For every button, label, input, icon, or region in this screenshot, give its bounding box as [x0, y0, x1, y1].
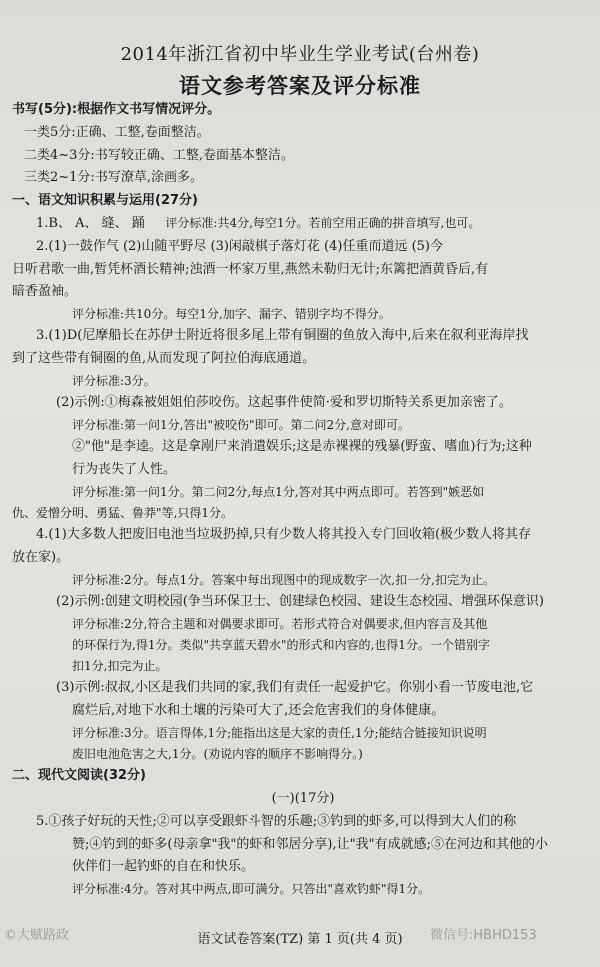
- q3-2-scoring-1: 评分标准:第一问1分,答出"被咬伤"即可。第二问2分,意对即可。: [72, 417, 410, 432]
- q4-3-scoring-line1: 评分标准:3分。语言得体,1分;能指出这是大家的责任,1分;能结合链接知识说明: [72, 725, 487, 740]
- q3-1-answer-line1: 3.(1)D(尼摩船长在苏伊士附近将很多尾上带有铜圈的鱼放入海中,后来在叙利亚海岸找: [36, 328, 529, 344]
- q4-1-scoring: 评分标准:2分。每点1分。答案中每出现图中的现成数字一次,扣一分,扣完为止。: [72, 572, 495, 587]
- q3-1-answer-line2: 到了这些带有铜圈的鱼,从而发现了阿拉伯海底通道。: [12, 351, 316, 367]
- q4-1-answer-line1: 4.(1)大多数人把废旧电池当垃圾扔掉,只有少数人将其投入专门回收箱(极少数人将其存: [36, 527, 532, 543]
- section-2-heading: 二、现代文阅读(32分): [12, 768, 146, 784]
- q3-1-scoring: 评分标准:3分。: [72, 373, 156, 388]
- handwriting-heading: 书写(5分):根据作文书写情况评分。: [12, 102, 221, 117]
- q4-3-scoring-line2: 废旧电池危害之大,1分。(劝说内容的顺序不影响得分。): [72, 747, 363, 762]
- q4-3-answer-line2: 腐烂后,对地下水和土壤的污染可大了,还会危害我们的身体健康。: [72, 703, 445, 719]
- q4-2-scoring-line2: 的环保行为,得1分。类似"共享蓝天碧水"的形式和内容的,也得1分。一个错别字: [72, 637, 490, 652]
- q2-answer-line3: 暗香盈袖。: [12, 284, 78, 300]
- q5-scoring: 评分标准:4分。答对其中两点,即可满分。只答出"喜欢钓虾"得1分。: [72, 882, 431, 897]
- q5-answer-line1: 5.①孩子好玩的天性;②可以享受跟虾斗智的乐趣;③钓到的虾多,可以得到大人们的称: [36, 813, 517, 829]
- section-1-heading: 一、语文知识积累与运用(27分): [12, 193, 198, 209]
- q3-2-answer-2-line1: ②"他"是李逵。这是拿剐尸来消遣娱乐;这是赤裸裸的残暴(野蛮、嗜血)行为;这种: [72, 439, 532, 455]
- q3-2-scoring-2-line2: 仇、爱憎分明、勇猛、鲁莽"等,只得1分。: [12, 505, 233, 520]
- q5-answer-line2: 赞;④钓到的虾多(母亲拿"我"的虾和邻居分享),让"我"有成就感;⑤在河边和其他的小: [72, 836, 548, 852]
- q4-2-scoring-line3: 扣1分,扣完为止。: [72, 659, 168, 674]
- q4-2-scoring-line1: 评分标准:2分,符合主题和对偶要求即可。若形式符合对偶要求,但内容言及其他: [72, 616, 488, 631]
- q4-2-answer: (2)示例:创建文明校园(争当环保卫士、创建绿色校园、建设生态校园、增强环保意识): [56, 593, 544, 609]
- q2-scoring: 评分标准:共10分。每空1分,加字、漏字、错别字均不得分。: [72, 307, 391, 322]
- q1-text: 1.B、 A、 缝、 踊: [36, 215, 145, 231]
- page-footer: 语文试卷答案(TZ) 第 1 页(共 4 页): [197, 932, 403, 947]
- handwriting-class-3: 三类2~1分:书写潦草,涂画多。: [24, 170, 203, 186]
- q2-answer-line2: 日听君歌一曲,暂凭杯酒长精神;浊酒一杯家万里,燕然未勒归无计;东篱把酒黄昏后,有: [12, 261, 489, 277]
- watermark-right: 微信号:HBHD153: [430, 928, 537, 943]
- watermark-left: ©大赋路政: [4, 928, 70, 943]
- subsection-1-heading: (一)(17分): [271, 791, 335, 806]
- q3-2-answer-1: (2)示例:①梅森被姐姐伯莎咬伤。这起事件使简·爱和罗切斯特关系更加亲密了。: [56, 395, 512, 411]
- document-title: 语文参考答案及评分标准: [179, 74, 421, 98]
- handwriting-class-1: 一类5分:正确、工整,卷面整洁。: [24, 124, 210, 140]
- q4-3-answer-line1: (3)示例:叔叔,小区是我们共同的家,我们有责任一起爱护它。你别小看一节废电池,它: [56, 680, 534, 696]
- document-body: [12, 100, 594, 901]
- q2-answer-line1: 2.(1)一鼓作气 (2)山随平野尽 (3)闲敲棋子落灯花 (4)任重而道远 (5)今: [36, 238, 444, 254]
- q3-2-answer-2-line2: 行为丧失了人性。: [72, 461, 177, 477]
- q3-2-scoring-2-line1: 评分标准:第一问1分。第二问2分,每点1分,答对其中两点即可。若答到"嫉恶如: [72, 484, 485, 499]
- handwriting-class-2: 二类4~3分:书写较正确、工整,卷面基本整洁。: [24, 147, 294, 163]
- q4-1-answer-line2: 放在家)。: [12, 549, 70, 565]
- q1-scoring: 评分标准:共4分,每空1分。若前空用正确的拼音填写,也可。: [165, 215, 481, 230]
- q5-answer-line3: 伙伴们一起钓虾的自在和快乐。: [72, 859, 255, 875]
- q1-answer: [12, 214, 594, 235]
- exam-title: 2014年浙江省初中毕业生学业考试(台州卷): [120, 44, 480, 65]
